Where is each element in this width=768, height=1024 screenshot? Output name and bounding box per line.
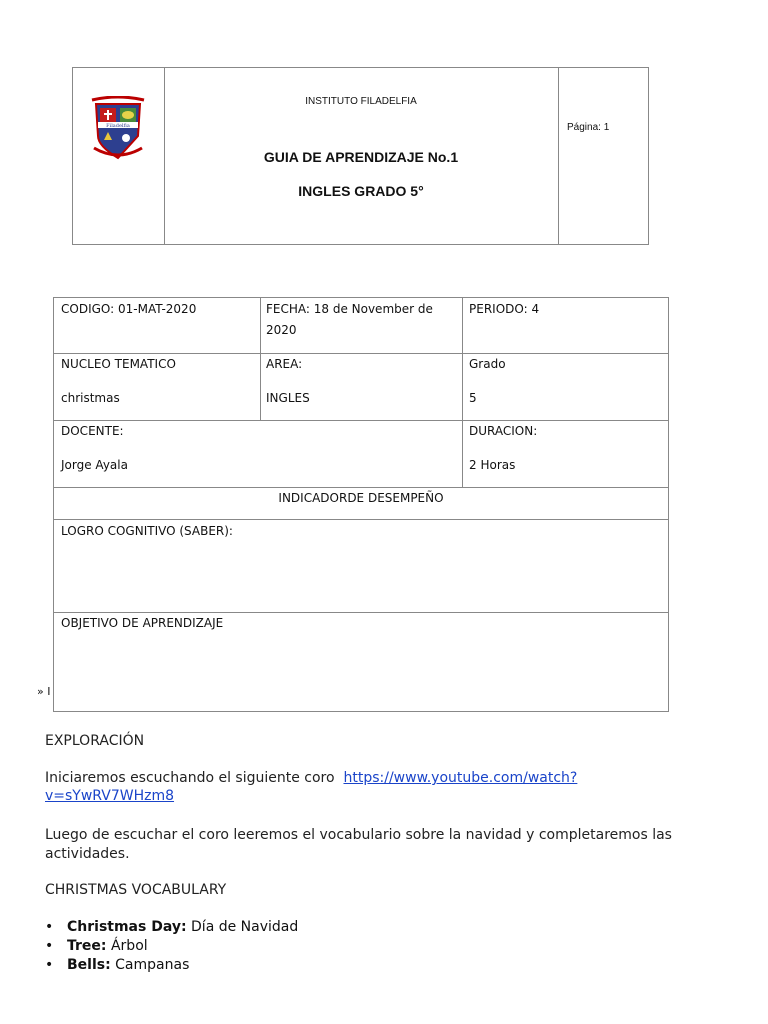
page-cell xyxy=(558,68,650,244)
row-divider xyxy=(54,519,668,520)
link-line2[interactable]: v=sYwRV7WHzm8 xyxy=(45,788,175,804)
margin-mark: » I xyxy=(37,685,51,698)
col-divider xyxy=(260,298,261,420)
vocab-list xyxy=(45,918,298,975)
exploracion-heading: EXPLORACIÓN xyxy=(45,733,145,749)
grado-value: 5 xyxy=(469,391,477,405)
institution-name: INSTITUTO FILADELFIA xyxy=(305,96,417,107)
objetivo-label: OBJETIVO DE APRENDIZAJE xyxy=(61,616,224,630)
subject-grade-title: INGLES GRADO 5° xyxy=(298,183,424,199)
area-label: AREA: xyxy=(266,357,303,371)
vocab-meaning: Día de Navidad xyxy=(191,919,299,935)
duracion-label: DURACION: xyxy=(469,424,538,438)
intro-paragraph xyxy=(45,769,577,805)
grado-label: Grado xyxy=(469,357,506,371)
logro-cognitivo-label: LOGRO COGNITIVO (SABER): xyxy=(61,524,233,538)
fecha-field-line2: 2020 xyxy=(266,323,297,337)
nucleo-label: NUCLEO TEMATICO xyxy=(61,357,176,371)
nucleo-value: christmas xyxy=(61,391,120,405)
page-number: Página: 1 xyxy=(567,122,610,133)
para-line2: actividades. xyxy=(45,846,130,862)
duracion-value: 2 Horas xyxy=(469,458,516,472)
row-divider xyxy=(54,420,668,421)
fecha-field-line1: FECHA: 18 de November de xyxy=(266,302,433,316)
guide-title: GUIA DE APRENDIZAJE No.1 xyxy=(263,149,459,165)
col-divider xyxy=(462,298,463,487)
vocab-term: Tree: xyxy=(67,938,107,954)
document-header xyxy=(72,67,649,245)
vocab-term: Bells: xyxy=(67,957,111,973)
instructions-paragraph xyxy=(45,826,672,864)
intro-text: Iniciaremos escuchando el siguiente coro xyxy=(45,770,335,786)
vocab-term: Christmas Day: xyxy=(67,919,187,935)
docente-label: DOCENTE: xyxy=(61,424,124,438)
vocab-meaning: Campanas xyxy=(115,957,190,973)
periodo-field: PERIODO: 4 xyxy=(469,302,540,316)
codigo-field: CODIGO: 01-MAT-2020 xyxy=(61,302,197,316)
vocab-heading: CHRISTMAS VOCABULARY xyxy=(45,882,227,898)
link-line1[interactable]: https://www.youtube.com/watch? xyxy=(343,770,578,786)
svg-text:Filadelfia: Filadelfia xyxy=(106,123,130,129)
school-crest-logo xyxy=(88,96,148,162)
para-line1: Luego de escuchar el coro leeremos el vocabulario sobre la navidad y completaremos las xyxy=(45,827,672,843)
vocab-meaning: Árbol xyxy=(110,938,148,954)
indicador-heading: INDICADORDE DESEMPEÑO xyxy=(278,491,444,505)
list-item xyxy=(45,937,298,956)
info-table xyxy=(53,297,669,712)
list-item xyxy=(45,918,298,937)
area-value: INGLES xyxy=(266,391,310,405)
logo-cell xyxy=(73,68,165,244)
docente-value: Jorge Ayala xyxy=(61,458,128,472)
list-item xyxy=(45,956,298,975)
